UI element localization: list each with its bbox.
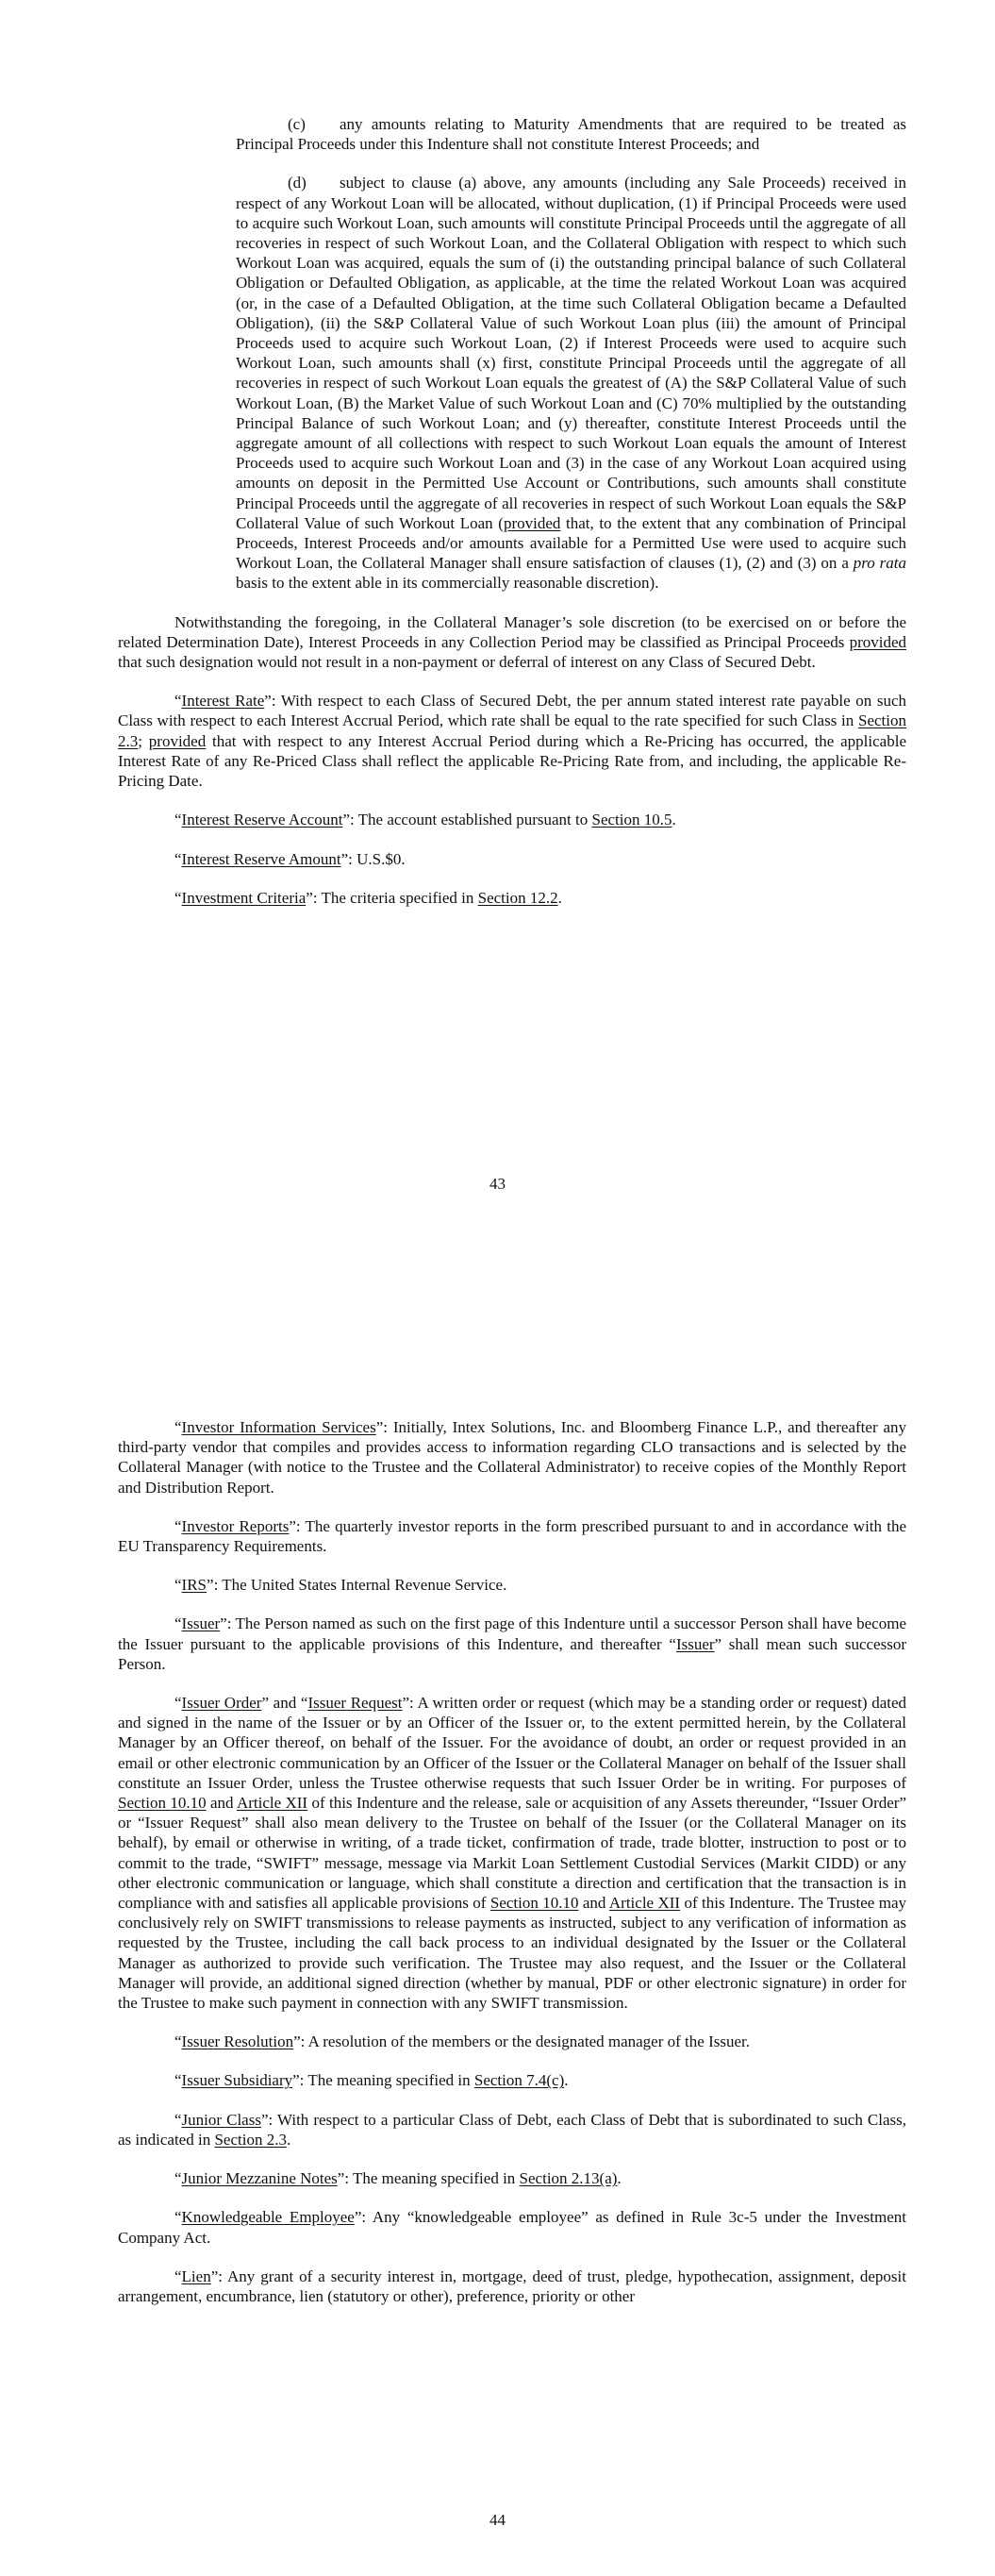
- definition-text-2: of this Indenture and the release, sale or acquisition of any Assets thereunder, “Issuer Order” or “Issuer Request” shall also mean delivery to the Trustee on behalf of the Issuer (or the Collateral Manager on its behalf), by email or otherwise in writing, of a trade ticket, confirmation of trade, trade blotter, instruction to post or to commit to the trade, “SWIFT” message, message via Markit Loan Settlement Custodial Services (Markit CIDD) or any other electronic communication or language, which shall constitute a direction and certification that the transaction is in compliance with and satisfies all applicable provisions of: [118, 1794, 906, 1913]
- defined-term: Issuer Request: [307, 1694, 403, 1713]
- section-reference[interactable]: Section 2.13(a): [519, 2169, 618, 2188]
- page-number: 44: [489, 2511, 506, 2529]
- clause-c: [236, 114, 906, 154]
- section-reference[interactable]: Section 10.10: [489, 1894, 579, 1913]
- defined-term: Interest Rate: [181, 692, 265, 711]
- definition-text: : With respect to a particular Class of Debt, each Class of Debt that is subordinated to such Class, as indicated in: [118, 2110, 906, 2149]
- clause-d-label: (d): [288, 174, 307, 192]
- definition-text: : The account established pursuant to: [349, 811, 592, 829]
- definition-investment-criteria: “Investment Criteria”: The criteria specified in Section 12.2.: [174, 888, 562, 907]
- definition-interest-reserve-amount: “Interest Reserve Amount”: U.S.$0.: [174, 849, 406, 868]
- defined-term: Issuer Resolution: [181, 2032, 294, 2051]
- clause-d: [236, 173, 906, 593]
- defined-term: Junior Class: [181, 2110, 261, 2129]
- section-reference[interactable]: Section 10.10: [118, 1794, 207, 1813]
- defined-term: Issuer Subsidiary: [181, 2071, 293, 2090]
- section-reference[interactable]: Section 12.2: [477, 888, 558, 907]
- notwithstanding-paragraph: [118, 612, 906, 673]
- page-44-body: [118, 1417, 906, 2325]
- section-reference[interactable]: Section 7.4(c): [473, 2071, 565, 2090]
- page-number: 43: [489, 1175, 506, 1193]
- definition-text: : The United States Internal Revenue Service.: [213, 1576, 507, 1595]
- definition-issuer-order: “Issuer Order” and “Issuer Request”: A written order or request (which may be a standing order or request) dated and signed in the name of the Issuer or by an Officer of the Issuer or, to the extent permitted herein, by the Collateral Manager by an Officer thereof, on behalf of the Issuer. For the avoidance of doubt, an order or request provided in an email or other electronic communication by an Officer of the Issuer or the Collateral Manager on behalf of the Issuer shall constitute an Issuer Order, unless the Trustee otherwise requests that such Issuer Order be in writing. For purposes of Section 10.10 and Article XII of this Indenture and the release, sale or acquisition of any Assets thereunder, “Issuer Order” or “Issuer Request” shall also mean delivery to the Trustee on behalf of the Issuer (or the Collateral Manager on its behalf), by email or otherwise in writing, of a trade ticket, confirmation of trade, trade blotter, instruction to post or to commit to the trade, “SWIFT” message, message via Markit Loan Settlement Custodial Services (Markit CIDD) or any other electronic communication or language, which shall constitute a direction and certification that the transaction is in compliance with and satisfies all applicable provisions of Section 10.10 and Article XII of this Indenture. The Trustee may conclusively rely on SWIFT transmissions to release payments as instructed, subject to any verification of information as requested by the Trustee, including the call back process to an individual designated by the Issuer or the Collateral Manager as authorized to provide such verification. The Trustee may also request, and the Issuer or the Collateral Manager will provide, an additional signed direction (whether by manual, PDF or other electronic signature) in order for the Trustee to make such payment in connection with any SWIFT transmission.: [118, 1694, 907, 2013]
- definition-interest-reserve-account: “Interest Reserve Account”: The account established pursuant to Section 10.5.: [174, 811, 676, 829]
- definition-junior-mezzanine-notes: “Junior Mezzanine Notes”: The meaning specified in Section 2.13(a).: [174, 2169, 622, 2188]
- definition-text: : The meaning specified in: [344, 2169, 520, 2188]
- clause-c-text: any amounts relating to Maturity Amendments that are required to be treated as Principal Proceeds under this Indenture shall not constitute Interest Proceeds; and: [236, 115, 906, 154]
- article-reference[interactable]: Article XII: [608, 1894, 681, 1913]
- section-reference[interactable]: Section 2.3: [118, 711, 906, 750]
- period: .: [672, 811, 676, 829]
- definition-text: : Any grant of a security interest in, mortgage, deed of trust, pledge, hypothecation, assignment, deposit arrangement, encumbrance, lien (statutory or other), preference, priority or other: [118, 2267, 906, 2305]
- definition-issuer: “Issuer”: The Person named as such on the first page of this Indenture until a successor Person shall have become the Issuer pursuant to the applicable provisions of this Indenture, and thereafter “Issuer” shall mean such successor Person.: [118, 1614, 906, 1673]
- defined-term: Investor Information Services: [181, 1418, 376, 1436]
- defined-term: Investor Reports: [181, 1516, 290, 1535]
- conjunction: and: [578, 1894, 609, 1913]
- definition-text: : The criteria specified in: [312, 888, 478, 907]
- defined-term: Interest Reserve Account: [181, 811, 343, 829]
- defined-term: Issuer: [181, 1614, 221, 1633]
- page-43: [0, 0, 995, 1283]
- provided-term: provided: [849, 632, 906, 651]
- defined-term: Investment Criteria: [181, 888, 307, 907]
- separator: ;: [138, 731, 149, 750]
- defined-term: Interest Reserve Amount: [181, 849, 341, 868]
- defined-term: Knowledgeable Employee: [181, 2208, 355, 2227]
- defined-term: Issuer Order: [181, 1694, 262, 1713]
- clause-d-text-2: that, to the extent that any combination of Principal Proceeds, Interest Proceeds and/or amounts available for a Permitted Use were used to acquire such Workout Loan, the Collateral Manager shall ensure satisfaction of clauses (1), (2) and (3) on a: [236, 513, 906, 573]
- section-reference[interactable]: Section 10.5: [591, 811, 672, 829]
- clause-d-text: subject to clause (a) above, any amounts (including any Sale Proceeds) received in respect of any Workout Loan will be allocated, without duplication, (1) if Principal Proceeds were used to acquire such Workout Loan, such amounts will constitute Principal Proceeds until the aggregate of all recoveries in respect of such Workout Loan, and the Collateral Obligation with respect to which such Workout Loan was acquired, equals the sum of (i) the outstanding principal balance of such Collateral Obligation or Defaulted Obligation, as applicable, at the time the related Workout Loan was acquired (or, in the case of a Defaulted Obligation, at the time such Collateral Obligation became a Defaulted Obligation), (ii) the S&P Collateral Value of such Workout Loan plus (iii) the amount of Principal Proceeds used to acquire such Workout Loan, (2) if Interest Proceeds were used to acquire such Workout Loan, such amounts shall (x) first, constitute Principal Proceeds until the aggregate of all recoveries in respect of such Workout Loan equals the greatest of (A) the S&P Collateral Value of such Workout Loan, (B) the Market Value of such Workout Loan and (C) 70% multiplied by the outstanding Principal Balance of such Workout Loan; and (y) thereafter, constitute Interest Proceeds until the aggregate amount of all collections with respect to such Workout Loan equals the amount of Interest Proceeds used to acquire such Workout Loan and (3) in the case of any Workout Loan acquired using amounts on deposit in the Permitted Use Account or Contributions, such amounts shall constitute Principal Proceeds until the aggregate of all recoveries in respect of such Workout Loan equals the S&P Collateral Value of such Workout Loan (: [236, 174, 906, 532]
- conjunction: ” and “: [261, 1694, 308, 1713]
- defined-term: Junior Mezzanine Notes: [181, 2169, 338, 2188]
- defined-term: Lien: [181, 2267, 211, 2285]
- defined-term: IRS: [181, 1576, 207, 1595]
- definition-investor-information-services: “Investor Information Services”: Initially, Intex Solutions, Inc. and Bloomberg Finance L.P., and thereafter any third-party vendor that compiles and provides access to information regarding CLO transactions and is selected by the Collateral Manager (with notice to the Trustee and the Collateral Administrator) to receive copies of the Monthly Report and Distribution Report.: [118, 1418, 906, 1497]
- definition-text: : With respect to each Class of Secured Debt, the per annum stated interest rate payable on such Class with respect to each Interest Accrual Period, which rate shall be equal to the rate specified for such Class in: [118, 692, 906, 730]
- defined-term: Issuer: [675, 1634, 715, 1653]
- definition-text: : Initially, Intex Solutions, Inc. and Bloomberg Finance L.P., and thereafter any third-party vendor that compiles and provides access to information regarding CLO transactions and is selected by the Collateral Manager (with notice to the Trustee and the Collateral Administrator) to receive copies of the Monthly Report and Distribution Report.: [118, 1418, 906, 1497]
- definition-text-2: that with respect to any Interest Accrual Period during which a Re-Pricing has occurred, the applicable Interest Rate of any Re-Priced Class shall reflect the applicable Re-Pricing Rate from, and including, the applicable Re-Pricing Date.: [118, 731, 906, 791]
- definition-text-2: ” shall mean such successor Person.: [118, 1634, 906, 1673]
- clause-d-text-3: basis to the extent able in its commercially reasonable discretion).: [236, 574, 659, 593]
- period: .: [617, 2169, 622, 2188]
- provided-term: provided: [148, 731, 207, 750]
- definition-irs: “IRS”: The United States Internal Revenue Service.: [174, 1576, 507, 1595]
- definition-text: : A resolution of the members or the designated manager of the Issuer.: [300, 2032, 750, 2051]
- page-44: [0, 1283, 995, 2576]
- definition-text-3: of this Indenture. The Trustee may conclusively rely on SWIFT transmissions to release payments as instructed, subject to any verification of information as requested by the Trustee, including the call back process to an individual designated by the Issuer or the Collateral Manager as authorized to provide such verification. The Trustee may also request, and the Issuer or the Collateral Manager will provide, an additional signed direction (whether by manual, PDF or other electronic signature) in order for the Trustee to make such payment in connection with any SWIFT transmission.: [118, 1894, 906, 2013]
- definition-text: : The Person named as such on the first page of this Indenture until a successor Person shall have become the Issuer pursuant to the applicable provisions of this Indenture, and thereafter “: [118, 1614, 906, 1653]
- definition-text: : The meaning specified in: [299, 2071, 474, 2090]
- notwithstanding-text: Notwithstanding the foregoing, in the Collateral Manager’s sole discretion (to be exercised on or before the related Determination Date), Interest Proceeds in any Collection Period may be classified as Principal Proceeds: [118, 612, 906, 651]
- definition-interest-rate: “Interest Rate”: With respect to each Class of Secured Debt, the per annum stated interest rate payable on such Class with respect to each Interest Accrual Period, which rate shall be equal to the rate specified for such Class in Section 2.3; provided that with respect to any Interest Accrual Period during which a Re-Pricing has occurred, the applicable Interest Rate of any Re-Priced Class shall reflect the applicable Re-Pricing Rate from, and including, the applicable Re-Pricing Date.: [118, 692, 906, 791]
- pro-rata-term: pro rata: [853, 554, 907, 573]
- definition-lien: “Lien”: Any grant of a security interest in, mortgage, deed of trust, pledge, hypothecation, assignment, deposit arrangement, encumbrance, lien (statutory or other), preference, priority or other: [118, 2267, 906, 2305]
- period: .: [286, 2130, 291, 2149]
- definition-investor-reports: “Investor Reports”: The quarterly investor reports in the form prescribed pursuant to and in accordance with the EU Transparency Requirements.: [118, 1516, 907, 1556]
- clause-c-label: (c): [288, 115, 306, 133]
- article-reference[interactable]: Article XII: [236, 1794, 308, 1813]
- definition-text: : U.S.$0.: [348, 849, 406, 868]
- period: .: [557, 888, 562, 907]
- definition-knowledgeable-employee: “Knowledgeable Employee”: Any “knowledgeable employee” as defined in Rule 3c-5 under the Investment Company Act.: [118, 2208, 906, 2247]
- definition-text: : Any “knowledgeable employee” as defined in Rule 3c-5 under the Investment Company Act.: [118, 2208, 906, 2247]
- provided-term: provided: [503, 513, 561, 532]
- conjunction: and: [206, 1794, 237, 1813]
- definition-text: : The quarterly investor reports in the form prescribed pursuant to and in accordance with the EU Transparency Requirements.: [118, 1516, 907, 1556]
- definition-issuer-resolution: “Issuer Resolution”: A resolution of the members or the designated manager of the Issuer.: [174, 2032, 750, 2051]
- definition-issuer-subsidiary: “Issuer Subsidiary”: The meaning specified in Section 7.4(c).: [174, 2071, 569, 2090]
- page-43-body: [118, 114, 906, 927]
- definition-text: : A written order or request (which may be a standing order or request) dated and signed in the name of the Issuer or by an Officer of the Issuer or, to the extent permitted herein, by the Collateral Manager by an Officer thereof, on behalf of the Issuer. For the avoidance of doubt, an order or request provided in an email or other electronic communication by an Officer of the Issuer or the Collateral Manager on behalf of the Issuer shall constitute an Issuer Order, unless the Trustee otherwise requests that such Issuer Order be in writing. For purposes of: [118, 1694, 907, 1792]
- definition-junior-class: “Junior Class”: With respect to a particular Class of Debt, each Class of Debt that is subordinated to such Class, as indicated in Section 2.3.: [118, 2110, 906, 2149]
- period: .: [564, 2071, 569, 2090]
- section-reference[interactable]: Section 2.3: [214, 2130, 287, 2149]
- notwithstanding-text-2: that such designation would not result in a non-payment or deferral of interest on any Class of Secured Debt.: [118, 653, 816, 672]
